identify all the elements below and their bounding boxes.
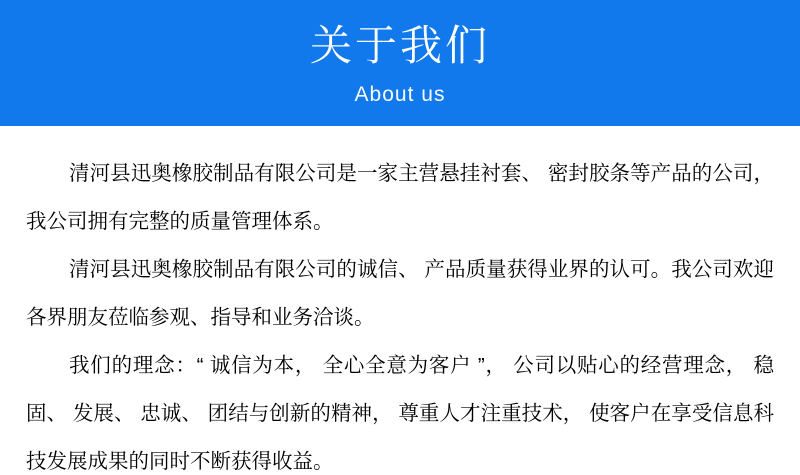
page-title: 关于我们 (309, 22, 490, 69)
paragraph-3: 我们的理念：“ 诚信为本， 全心全意为客户 ”， 公司以贴心的经营理念， 稳固、 发展、 忠诚、 团结与创新的精神， 尊重人才注重技术， 使客户在享受信息科技发展成果的同时不断获得收益。 (26, 354, 774, 473)
page-subtitle: About us (354, 83, 446, 106)
about-us-body (0, 126, 800, 475)
paragraph-1: 清河县迅奥橡胶制品有限公司是一家主营悬挂衬套、 密封胶条等产品的公司，我公司拥有完整的质量管理体系。 (26, 162, 774, 233)
paragraph-2: 清河县迅奥橡胶制品有限公司的诚信、 产品质量获得业界的认可。我公司欢迎各界朋友莅临参观、指导和业务洽谈。 (26, 258, 774, 329)
page-banner (0, 0, 800, 126)
